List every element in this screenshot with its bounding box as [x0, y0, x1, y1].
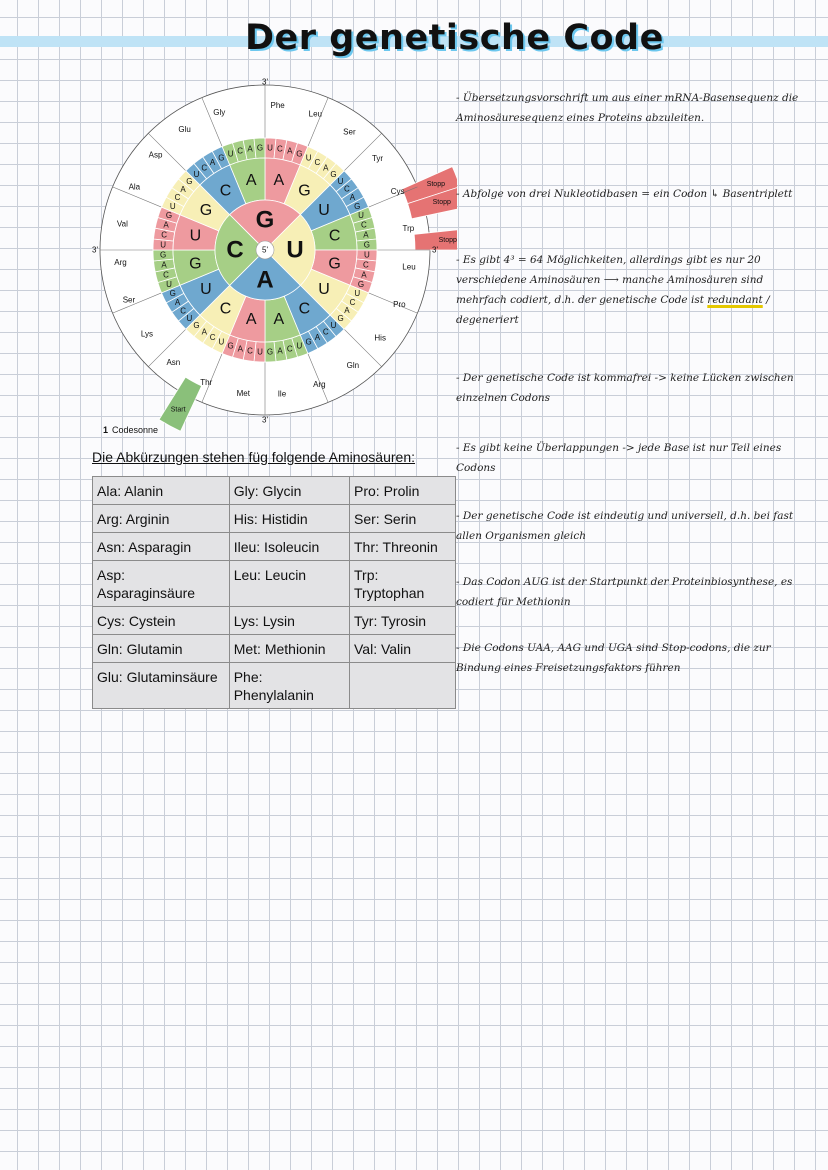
base-letter: G: [255, 206, 275, 234]
base-letter: A: [277, 346, 283, 356]
amino-acid-label: Pro: [393, 300, 406, 310]
page-title: Der genetische Code: [245, 18, 664, 58]
base-letter: U: [218, 337, 225, 347]
base-letter: A: [201, 327, 207, 337]
base-letter: U: [337, 176, 344, 186]
amino-acid-label: Ala: [128, 182, 141, 192]
note-item: - Der genetische Code ist eindeutig und universell, d.h. bei fast allen Organismen gleich: [456, 506, 816, 546]
table-row: [93, 505, 456, 533]
base-letter: A: [256, 266, 274, 294]
base-letter: C: [363, 260, 369, 270]
base-letter: G: [189, 255, 202, 273]
three-prime-label: 3': [432, 245, 438, 255]
table-cell: Val: Valin: [350, 635, 456, 663]
amino-acid-label: Gly: [213, 107, 226, 117]
amino-acid-label: Leu: [402, 262, 416, 272]
base-letter: C: [163, 270, 169, 280]
base-letter: G: [305, 337, 312, 347]
base-letter: A: [180, 184, 186, 194]
table-cell: Thr: Threonin: [350, 533, 456, 561]
base-letter: G: [330, 169, 337, 179]
base-letter: G: [357, 279, 365, 289]
table-cell: Tyr: Tyrosin: [350, 607, 456, 635]
base-letter: G: [186, 177, 193, 187]
base-letter: U: [160, 240, 167, 250]
base-letter: U: [267, 143, 273, 153]
base-letter: U: [318, 202, 330, 220]
base-letter: C: [322, 327, 329, 337]
base-letter: U: [354, 289, 361, 299]
caption-number: 1: [103, 425, 109, 435]
amino-acid-label: His: [374, 333, 386, 343]
base-letter: A: [174, 297, 181, 307]
base-letter: C: [161, 230, 167, 240]
stopp-label: Stopp: [432, 199, 451, 207]
note-item: [456, 250, 816, 330]
table-cell: Trp: Tryptophan: [350, 561, 456, 607]
table-row: [93, 635, 456, 663]
abbreviations-heading: Die Abkürzungen stehen füg folgende Aminosäuren:: [92, 449, 416, 465]
base-letter: C: [328, 227, 341, 245]
base-letter: A: [323, 163, 329, 173]
base-letter: G: [165, 211, 173, 221]
amino-acid-label: Arg: [313, 379, 326, 389]
three-prime-label: 3': [262, 415, 268, 425]
table-row: [93, 663, 456, 709]
base-letter: A: [349, 193, 356, 203]
base-letter: U: [305, 153, 312, 163]
base-letter: C: [219, 300, 232, 318]
base-letter: G: [193, 321, 200, 331]
table-cell: Gln: Glutamin: [93, 635, 230, 663]
base-letter: U: [286, 236, 304, 264]
base-letter: U: [227, 149, 234, 159]
base-letter: U: [189, 227, 202, 245]
base-letter: U: [363, 250, 370, 260]
table-cell: [350, 663, 456, 709]
amino-acid-label: Asp: [148, 150, 163, 160]
base-letter: A: [287, 146, 293, 156]
amino-acid-label: Ile: [277, 389, 287, 399]
base-letter: G: [199, 202, 213, 220]
three-prime-label: 3': [262, 78, 268, 87]
amino-acid-label: Trp: [402, 224, 415, 234]
amino-acid-label: Leu: [308, 109, 322, 119]
base-letter: C: [201, 163, 208, 173]
table-cell: His: Histidin: [229, 505, 349, 533]
note-item: - Die Codons UAA, AAG und UGA sind Stop-codons, die zur Bindung eines Freisetzungsfaktors führen: [456, 638, 816, 678]
amino-acid-label: Arg: [114, 257, 127, 267]
note-text: / degeneriert: [456, 294, 770, 326]
base-letter: U: [169, 201, 176, 211]
table-cell: Phe: Phenylalanin: [229, 663, 349, 709]
table-cell: Glu: Glutaminsäure: [93, 663, 230, 709]
table-cell: Asp: Asparaginsäure: [93, 561, 230, 607]
amino-acid-label: Lys: [140, 329, 154, 339]
base-letter: G: [337, 313, 344, 323]
base-letter: G: [298, 182, 311, 200]
base-letter: G: [266, 347, 274, 357]
base-letter: A: [237, 344, 243, 354]
base-letter: G: [227, 341, 234, 351]
base-letter: U: [318, 280, 330, 298]
note-item: - Es gibt keine Überlappungen -> jede Base ist nur Teil eines Codons: [456, 438, 816, 478]
base-letter: U: [186, 314, 193, 324]
base-letter: C: [180, 306, 186, 316]
base-letter: G: [169, 289, 176, 299]
amino-acid-label: Phe: [270, 101, 285, 111]
base-letter: A: [161, 260, 167, 270]
table-row: [93, 477, 456, 505]
note-item: - Abfolge von drei Nukleotidbasen = ein Codon ↳ Basentriplett: [456, 184, 816, 204]
table-cell: Pro: Prolin: [350, 477, 456, 505]
amino-acid-label: Asn: [166, 357, 181, 367]
amino-acid-label: Ser: [122, 295, 136, 305]
amino-acid-label: Tyr: [371, 154, 384, 164]
base-letter: C: [286, 344, 293, 354]
table-cell: Ser: Serin: [350, 505, 456, 533]
base-letter: C: [349, 297, 356, 307]
table-cell: Leu: Leucin: [229, 561, 349, 607]
table-cell: Cys: Cystein: [93, 607, 230, 635]
table-cell: Arg: Arginin: [93, 505, 230, 533]
amino-acid-label: Thr: [200, 378, 213, 388]
caption-text: Codesonne: [112, 425, 159, 435]
base-letter: C: [314, 158, 321, 168]
base-letter: A: [344, 306, 350, 316]
base-letter: C: [361, 220, 367, 230]
base-letter: U: [330, 321, 337, 331]
figure-caption: [103, 425, 158, 435]
amino-acid-label: Val: [116, 219, 128, 229]
amino-acid-table: [92, 476, 456, 709]
table-row: [93, 561, 456, 607]
base-letter: A: [273, 171, 285, 189]
base-letter: C: [219, 182, 232, 200]
base-letter: U: [358, 211, 364, 221]
base-letter: G: [354, 201, 361, 211]
base-letter: G: [256, 143, 264, 153]
base-letter: G: [363, 240, 370, 250]
base-letter: U: [257, 347, 263, 357]
base-letter: U: [200, 280, 212, 298]
base-letter: G: [160, 250, 167, 260]
table-row: [93, 533, 456, 561]
note-item: - Übersetzungsvorschrift um aus einer mRNA-Basensequenz die Aminosäuresequenz eines Proteins abzuleiten.: [456, 88, 816, 128]
base-letter: A: [314, 332, 321, 342]
base-letter: A: [363, 230, 369, 240]
table-row: [93, 607, 456, 635]
base-letter: C: [298, 300, 311, 318]
base-letter: C: [226, 236, 244, 264]
base-letter: A: [361, 270, 367, 280]
stopp-label: Stopp: [426, 180, 445, 188]
amino-acid-label: Met: [236, 388, 250, 398]
codesonne-figure: [85, 78, 457, 442]
table-cell: Ileu: Isoleucin: [229, 533, 349, 561]
base-letter: G: [218, 153, 225, 163]
table-cell: Asn: Asparagin: [93, 533, 230, 561]
table-cell: Gly: Glycin: [229, 477, 349, 505]
note-emphasis: redundant: [707, 294, 763, 306]
base-letter: C: [247, 346, 253, 356]
base-letter: C: [209, 332, 216, 342]
amino-acid-label: Gln: [346, 360, 360, 370]
three-prime-label: 3': [92, 245, 98, 255]
base-letter: U: [296, 341, 303, 351]
amino-acid-label: Cys: [390, 186, 405, 196]
base-letter: U: [193, 169, 200, 179]
base-letter: A: [273, 311, 285, 329]
table-cell: Lys: Lysin: [229, 607, 349, 635]
start-label: Start: [170, 406, 186, 414]
table-cell: Met: Methionin: [229, 635, 349, 663]
note-item: - Das Codon AUG ist der Startpunkt der Proteinbiosynthese, es codiert für Methionin: [456, 572, 816, 612]
table-cell: Ala: Alanin: [93, 477, 230, 505]
five-prime-label: 5': [262, 245, 268, 255]
base-letter: G: [328, 255, 341, 273]
base-letter: U: [166, 279, 172, 289]
base-letter: C: [174, 193, 181, 203]
base-letter: C: [344, 184, 350, 194]
stopp-label: Stopp: [438, 236, 457, 244]
base-letter: C: [277, 144, 283, 154]
base-letter: A: [163, 220, 169, 230]
base-letter: G: [296, 149, 303, 159]
note-text: Es gibt 4³ = 64 Möglichkeiten, allerdings gibt es nur 20 verschiedene Aminosäuren ⟶ manche Aminosäuren sind mehrfach codiert, d.h. der genetische Code ist: [456, 254, 764, 306]
amino-acid-label: Glu: [178, 124, 191, 134]
amino-acid-label: Ser: [343, 127, 356, 137]
base-letter: A: [209, 158, 216, 168]
base-letter: A: [245, 311, 257, 329]
note-item: - Der genetische Code ist kommafrei -> keine Lücken zwischen einzelnen Codons: [456, 368, 816, 408]
base-letter: A: [247, 144, 253, 154]
base-letter: C: [237, 146, 244, 156]
start-marker: [159, 377, 202, 431]
base-letter: A: [245, 171, 257, 189]
